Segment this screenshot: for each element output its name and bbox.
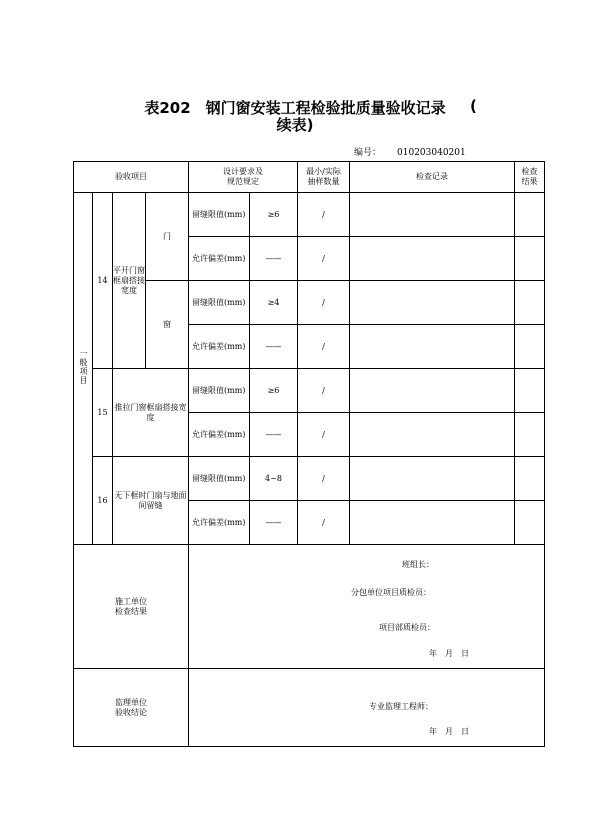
- row-sample: /: [298, 369, 350, 413]
- record-cell[interactable]: [350, 193, 515, 237]
- form-title-main: 表202 钢门窗安装工程检验批质量验收记录: [144, 99, 446, 117]
- table-row: [74, 457, 545, 501]
- row-value: ——: [250, 325, 298, 369]
- result-cell[interactable]: [515, 413, 545, 457]
- record-cell[interactable]: [350, 501, 515, 545]
- construction-row: [74, 545, 545, 669]
- item-no: 15: [93, 369, 113, 457]
- construction-label: 施工单位 检查结果: [74, 545, 189, 669]
- item-no: 16: [93, 457, 113, 545]
- row-sample: /: [298, 237, 350, 281]
- sub-item-name: 门: [146, 193, 189, 281]
- result-cell[interactable]: [515, 281, 545, 325]
- header-item: 验收项目: [74, 162, 189, 193]
- table-row: [74, 193, 545, 237]
- row-label: 允许偏差(mm): [189, 413, 250, 457]
- item-no: 14: [93, 193, 113, 369]
- row-label: 留缝限值(mm): [189, 193, 250, 237]
- result-cell[interactable]: [515, 369, 545, 413]
- row-label: 允许偏差(mm): [189, 237, 250, 281]
- header-sample: 最小/实际 抽样数量: [298, 162, 350, 193]
- row-sample: /: [298, 501, 350, 545]
- row-sample: /: [298, 281, 350, 325]
- row-sample: /: [298, 457, 350, 501]
- result-cell[interactable]: [515, 457, 545, 501]
- row-label: 留缝限值(mm): [189, 369, 250, 413]
- supervision-signature-area[interactable]: [189, 669, 545, 747]
- form-title-continued: 续表): [276, 116, 314, 134]
- row-value: ≥4: [250, 281, 298, 325]
- result-cell[interactable]: [515, 193, 545, 237]
- row-sample: /: [298, 193, 350, 237]
- header-result: 检查 结果: [515, 162, 545, 193]
- record-cell[interactable]: [350, 281, 515, 325]
- item-name: 无下框时门扇与地面间留缝: [113, 457, 189, 545]
- dept-inspector-label: 项目部质检员：: [379, 623, 435, 632]
- supervision-date: 年 月 日: [429, 727, 469, 736]
- row-value: ——: [250, 501, 298, 545]
- row-sample: /: [298, 413, 350, 457]
- result-cell[interactable]: [515, 237, 545, 281]
- record-cell[interactable]: [350, 237, 515, 281]
- row-label: 允许偏差(mm): [189, 325, 250, 369]
- sub-inspector-label: 分包单位项目质检员：: [351, 588, 431, 597]
- row-value: ≥6: [250, 193, 298, 237]
- record-cell[interactable]: [350, 413, 515, 457]
- form-code-label: 编号：: [354, 148, 382, 158]
- table-row: [74, 369, 545, 413]
- row-label: 留缝限值(mm): [189, 457, 250, 501]
- supervision-row: [74, 669, 545, 747]
- construction-signature-area[interactable]: [189, 545, 545, 669]
- category-cell: 一般项目: [74, 193, 93, 545]
- row-sample: /: [298, 325, 350, 369]
- record-cell[interactable]: [350, 325, 515, 369]
- form-code-value: 010203040201: [397, 148, 466, 158]
- construction-date: 年 月 日: [429, 649, 469, 658]
- inspection-table: [73, 161, 545, 747]
- row-value: ——: [250, 413, 298, 457]
- row-value: 4~8: [250, 457, 298, 501]
- record-cell[interactable]: [350, 457, 515, 501]
- team-leader-label: 班组长：: [402, 560, 434, 569]
- result-cell[interactable]: [515, 501, 545, 545]
- sub-item-name: 窗: [146, 281, 189, 369]
- header-record: 检查记录: [350, 162, 515, 193]
- form-title-paren: (: [470, 97, 477, 115]
- supervision-label: 监理单位 验收结论: [74, 669, 189, 747]
- header-design: 设计要求及 规范规定: [189, 162, 298, 193]
- form-code: [354, 145, 466, 158]
- supervising-engineer-label: 专业监理工程师：: [369, 702, 433, 711]
- record-cell[interactable]: [350, 369, 515, 413]
- item-name: 推拉门窗框扇搭接宽度: [113, 369, 189, 457]
- row-value: ——: [250, 237, 298, 281]
- header-row: [74, 162, 545, 193]
- result-cell[interactable]: [515, 325, 545, 369]
- row-label: 留缝限值(mm): [189, 281, 250, 325]
- row-label: 允许偏差(mm): [189, 501, 250, 545]
- item-name: 平开门窗框扇搭接宽度: [113, 193, 146, 369]
- row-value: ≥6: [250, 369, 298, 413]
